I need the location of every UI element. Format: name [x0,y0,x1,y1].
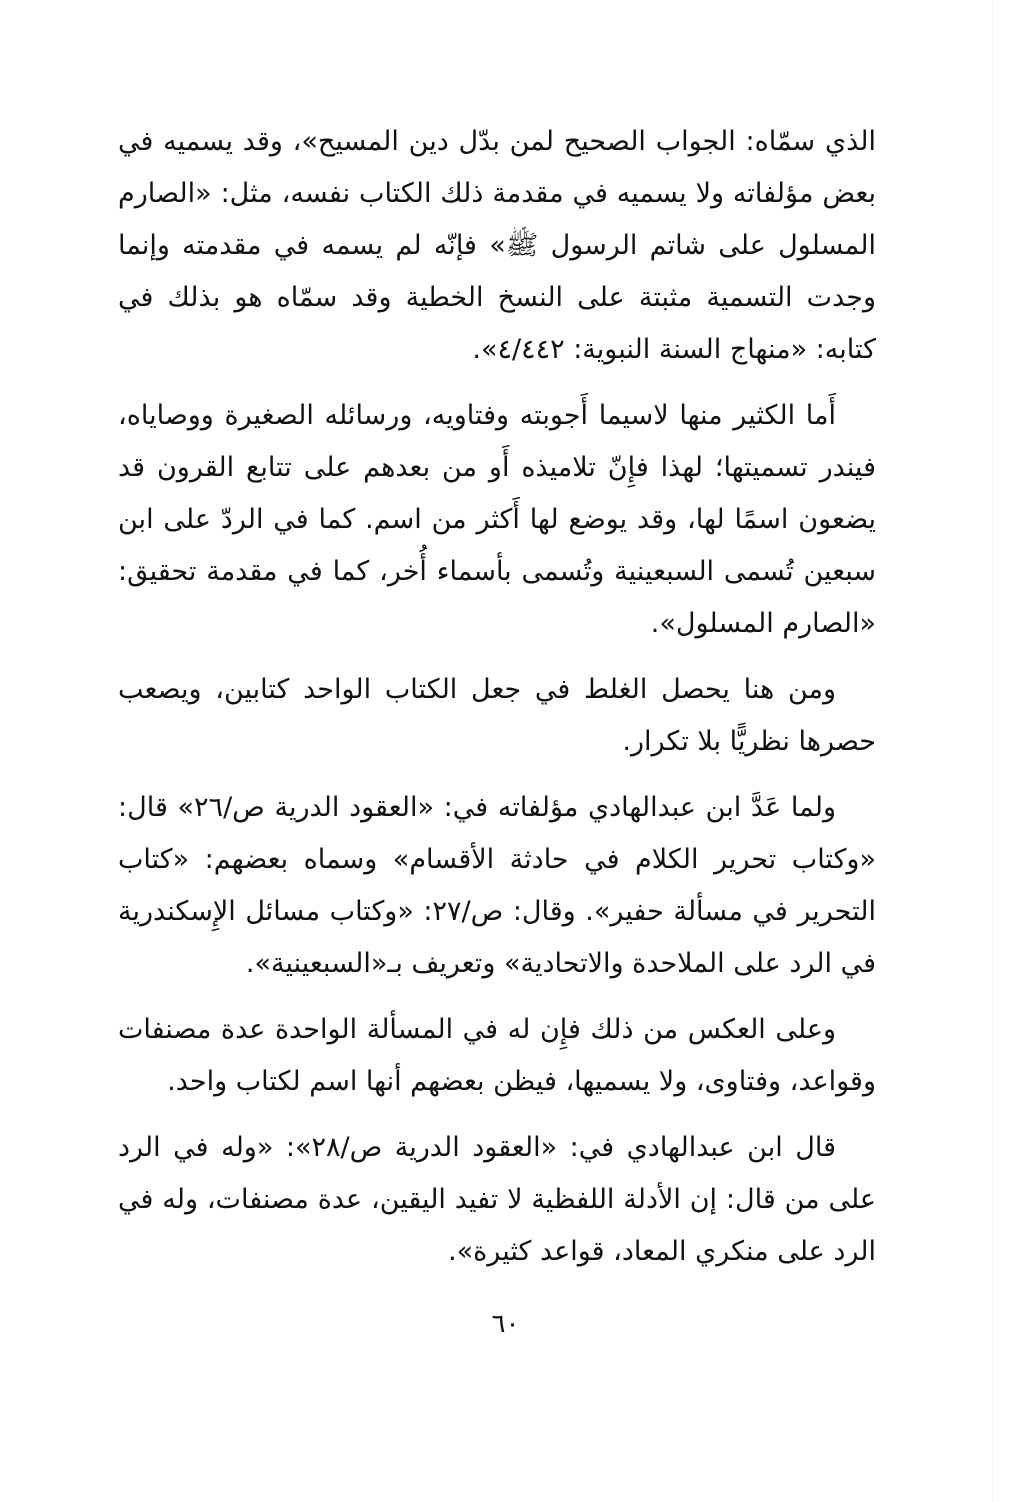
paragraph-1: الذي سمّاه: الجواب الصحيح لمن بدّل دين المسيح»، وقد يسميه في بعض مؤلفاته ولا يسميه في مقدمة ذلك الكتاب نفسه، مثل: «الصارم المسلول على شاتم الرسول ﷺ» فإنّه لم يسمه في مقدمته وإنما وجدت التسمية مثبتة على النسخ الخطية وقد سمّاه هو بذلك في كتابه: «منهاج السنة النبوية: ٤/٤٤٢». [118,126,876,365]
paragraph-2: أَما الكثير منها لاسيما أَجوبته وفتاويه، ورسائله الصغيرة ووصاياه، فيندر تسميتها؛ لهذا فإِنّ تلاميذه أَو من بعدهم على تتابع القرون قد يضعون اسمًا لها، وقد يوضع لها أَكثر من اسم. كما في الردّ على ابن سبعين تُسمى السبعينية وتُسمى بأسماء أُخر، كما في مقدمة تحقيق: «الصارم المسلول». [118,400,876,639]
page-number: ٦٠ [491,1309,520,1339]
paragraph-6: قال ابن عبدالهادي في: «العقود الدرية ص/٢٨»: «وله في الرد على من قال: إن الأدلة اللفظية لا تفيد اليقين، عدة مصنفات، وله في الرد على منكري المعاد، قواعد كثيرة». [118,1132,876,1267]
scan-edge-line [992,0,993,1502]
paragraph-4: ولما عَدَّ ابن عبدالهادي مؤلفاته في: «العقود الدرية ص/٢٦» قال: «وكتاب تحرير الكلام في حادثة الأقسام» وسماه بعضهم: «كتاب التحرير في مسألة حفير». وقال: ص/٢٧: «وكتاب مسائل الإِسكندرية في الرد على الملاحدة والاتحادية» وتعريف بـ«السبعينية». [118,792,876,979]
paragraph-5: وعلى العكس من ذلك فإِن له في المسألة الواحدة عدة مصنفات وقواعد، وفتاوى، ولا يسميها، فيظن بعضهم أنها اسم لكتاب واحد. [118,1014,876,1097]
paragraph-3: ومن هنا يحصل الغلط في جعل الكتاب الواحد كتابين، ويصعب حصرها نظريًّا بلا تكرار. [118,674,876,757]
body-text [118,116,876,1292]
